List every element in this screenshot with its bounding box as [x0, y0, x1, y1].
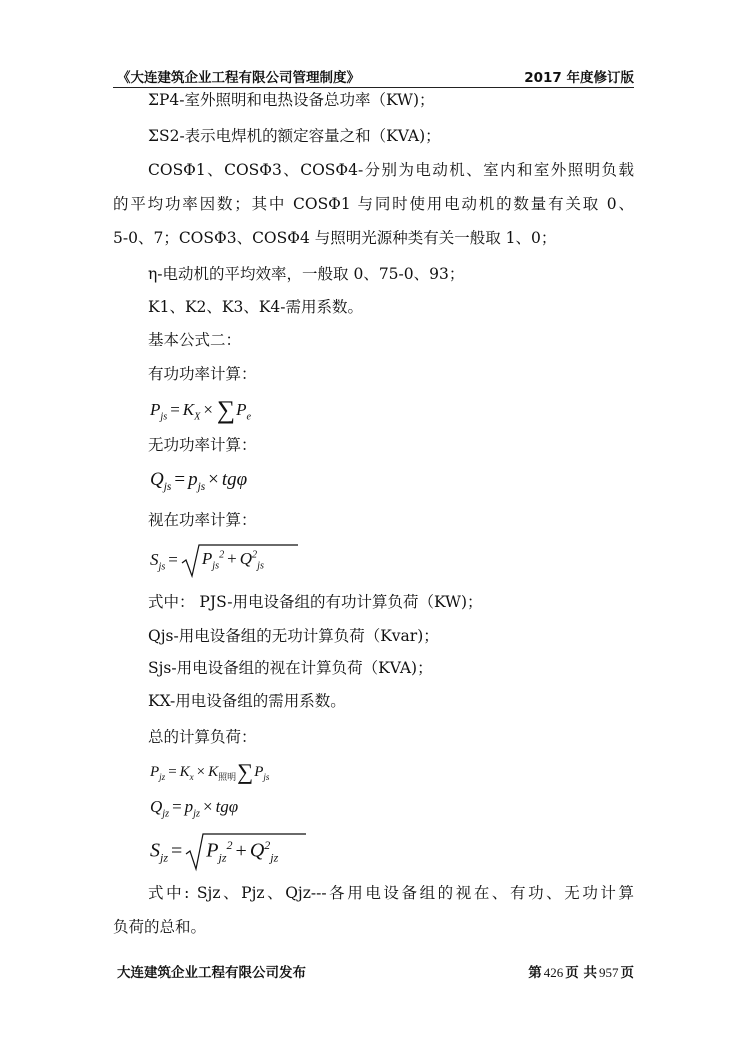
header-rule	[113, 87, 634, 88]
text-line-qjs-definition: Qjs-用电设备组的无功计算负荷（Kvar)；	[148, 627, 439, 645]
page-number	[528, 961, 634, 981]
text-line-s2-definition: ΣS2-表示电焊机的额定容量之和（KVA)；	[148, 127, 441, 145]
page-number-mid: 页 共	[565, 965, 597, 981]
text-line-pjs-definition: 式中： PJS-用电设备组的有功计算负荷（KW)；	[148, 593, 483, 611]
page-total: 957	[599, 965, 619, 980]
label-total-load: 总的计算负荷：	[148, 728, 257, 746]
text-line-cos-definition-2: 的平均功率因数；其中 COSΦ1 与同时使用电动机的数量有关取 0、	[113, 195, 634, 213]
text-line-cos-definition-3: 5-0、7；COSΦ3、COSΦ4 与照明光源种类有关一般取 1、0；	[113, 229, 557, 247]
formula-reactive-power: $Q_{js} = p_{js} \times tg\varphi$	[150, 469, 248, 493]
text-line-p4-definition: ΣP4-室外照明和电热设备总功率（KW)；	[148, 91, 435, 109]
text-line-eta-definition: η-电动机的平均效率，一般取 0、75-0、93；	[148, 265, 465, 283]
formula-total-active: $P_{jz} = K_x \times K_{照明}\sum P_{js}$	[150, 759, 270, 784]
formula-total-reactive: $Q_{jz} = p_{jz} \times tg\varphi$	[150, 797, 239, 820]
label-reactive-power: 无功功率计算：	[148, 436, 257, 454]
label-active-power: 有功功率计算：	[148, 365, 257, 383]
footer-publisher: 大连建筑企业工程有限公司发布	[117, 965, 306, 981]
section-heading-formula-two: 基本公式二：	[148, 331, 242, 349]
text-line-sjs-definition: Sjs-用电设备组的视在计算负荷（KVA)；	[148, 659, 433, 677]
header-title: 《大连建筑企业工程有限公司管理制度》	[117, 70, 360, 86]
lighting-subscript: 照明	[218, 773, 237, 783]
formula-apparent-power: $S_{js}$ = $P_{js}^2 + Q^2_{js}$	[150, 543, 299, 579]
text-line-k-definition: K1、K2、K3、K4-需用系数。	[148, 298, 364, 316]
text-line-sum-definition-2: 负荷的总和。	[113, 918, 207, 936]
page-footer	[113, 961, 634, 983]
page-number-suffix: 页	[620, 965, 634, 981]
text-line-sum-definition-1: 式中: Sjz、Pjz、Qjz---各用电设备组的视在、有功、无功计算	[148, 884, 634, 902]
text-line-cos-definition-1: COSΦ1、COSΦ3、COSΦ4-分别为电动机、室内和室外照明负载	[148, 161, 634, 179]
formula-total-apparent: $S_{jz}$ = $P_{jz}^2 + Q^2_{jz}$	[150, 832, 307, 872]
page-header	[113, 66, 634, 88]
formula-active-power: $P_{js} = K_X \times \sum P_e$	[150, 395, 252, 424]
page-number-prefix: 第	[528, 965, 542, 981]
page-current: 426	[543, 965, 564, 980]
label-apparent-power: 视在功率计算：	[148, 511, 257, 529]
text-line-kx-definition: KX-用电设备组的需用系数。	[148, 692, 346, 710]
header-edition: 2017 年度修订版	[524, 70, 634, 86]
